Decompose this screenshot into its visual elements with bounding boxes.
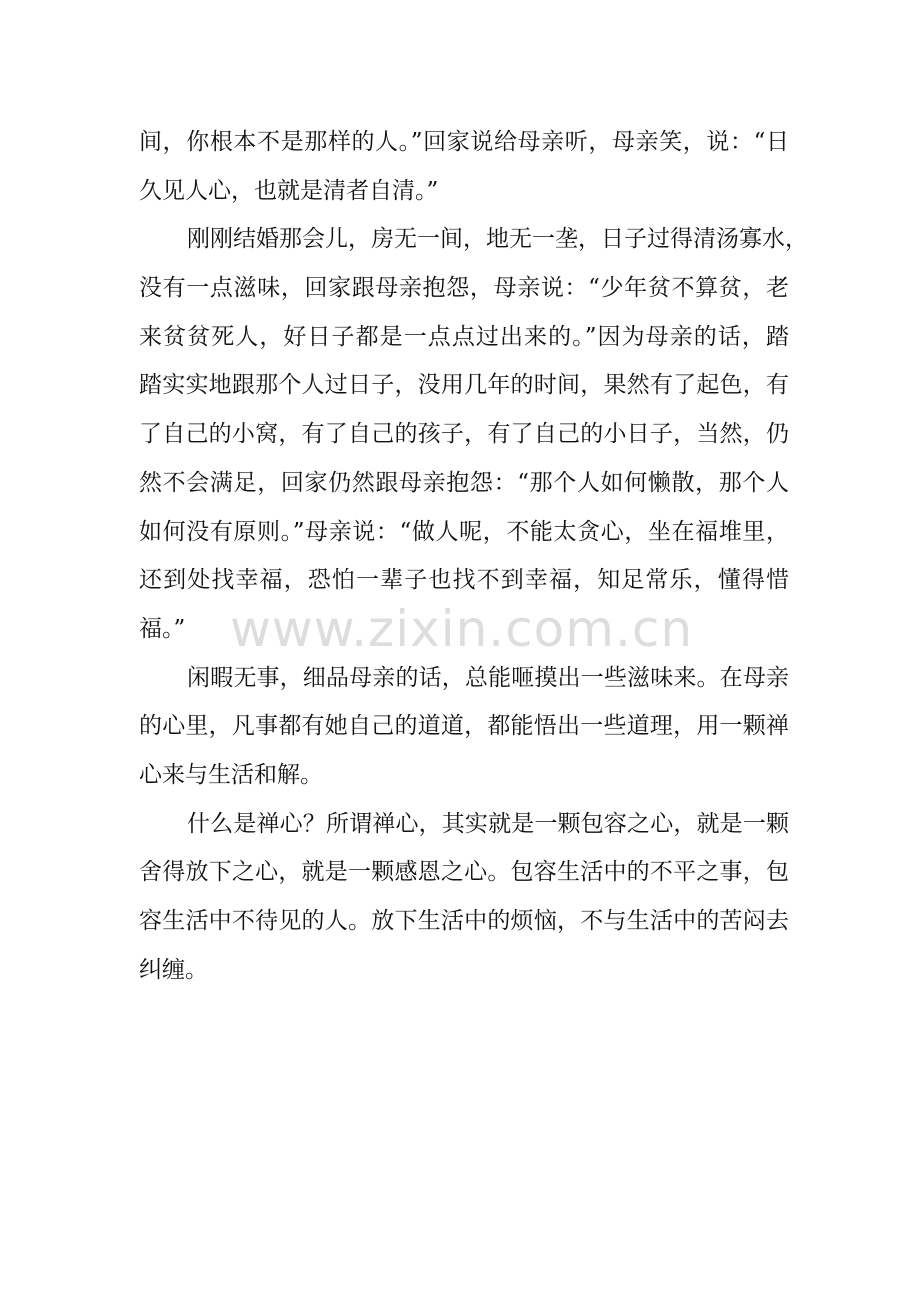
paragraph: [139, 215, 808, 653]
text-line: 闲暇无事，细品母亲的话，总能咂摸出一些滋味来。在母亲: [187, 664, 789, 691]
text-line: 没有一点滋味，回家跟母亲抱怨，母亲说：“少年贫不算贫，老: [139, 275, 789, 302]
text-line: 还到处找幸福，恐怕一辈子也找不到幸福，知足常乐，懂得惜: [139, 567, 789, 594]
document-body: [139, 118, 808, 994]
text-line: 然不会满足，回家仍然跟母亲抱怨：“那个人如何懒散，那个人: [139, 469, 789, 496]
watermark: www.zixin.com.cn: [230, 600, 694, 658]
text-line: 纠缠。: [139, 956, 208, 983]
text-line: 来贫贫死人，好日子都是一点点过出来的。”因为母亲的话，踏: [139, 323, 789, 350]
text-line: 刚刚结婚那会儿，房无一间，地无一垄，日子过得清汤寡水，: [187, 226, 808, 253]
text-line: 久见人心，也就是清者自清。”: [139, 177, 439, 204]
paragraph: [139, 118, 789, 215]
paragraph: [139, 654, 789, 800]
text-line: 踏实实地跟那个人过日子，没用几年的时间，果然有了起色，有: [139, 372, 789, 399]
text-line: 容生活中不待见的人。放下生活中的烦恼，不与生活中的苦闷去: [139, 908, 789, 934]
text-line: 心来与生活和解。: [139, 761, 323, 788]
text-line: 舍得放下之心，就是一颗感恩之心。包容生活中的不平之事，包: [139, 859, 789, 886]
text-line: 如何没有原则。”母亲说：“做人呢，不能太贪心，坐在福堆里，: [139, 518, 789, 545]
text-line: 什么是禅心？所谓禅心，其实就是一颗包容之心，就是一颗: [187, 810, 789, 837]
text-line: 福。”: [139, 615, 186, 642]
text-line: 间，你根本不是那样的人。”回家说给母亲听，母亲笑，说：“日: [139, 129, 789, 155]
text-line: 的心里，凡事都有她自己的道道，都能悟出一些道理，用一颗禅: [139, 713, 789, 740]
paragraph: [139, 800, 789, 995]
text-line: 了自己的小窝，有了自己的孩子，有了自己的小日子，当然，仍: [139, 421, 789, 448]
